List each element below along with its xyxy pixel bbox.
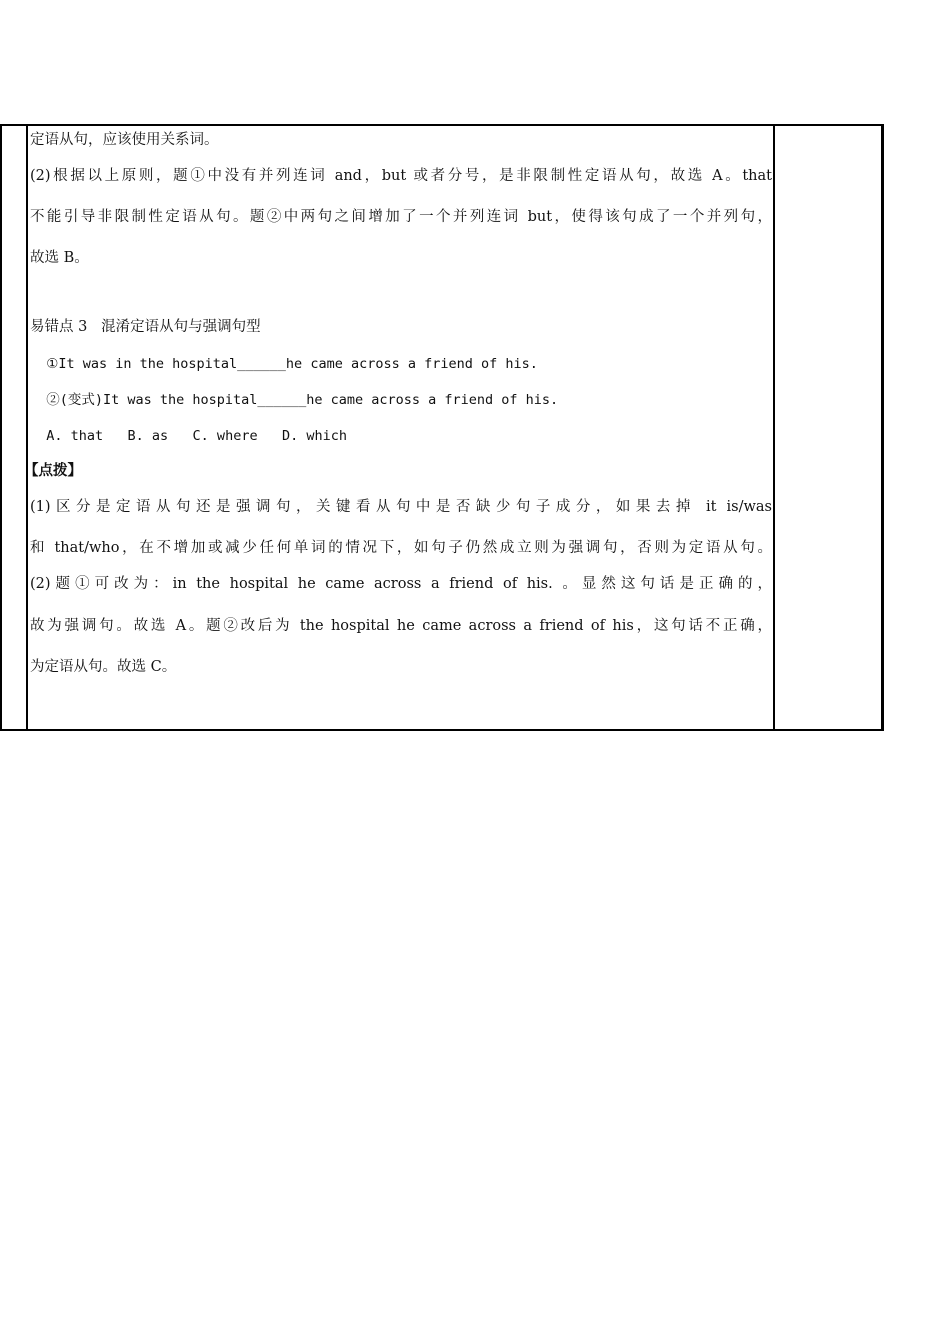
table-border-right	[881, 124, 884, 731]
text-line: 故为强调句。故选 A。题②改后为 the hospital he came across a friend of his，这句话不正确，	[30, 618, 772, 634]
text-line: 为定语从句。故选 C。	[30, 659, 177, 675]
question-2: ②(变式)It was the hospital______he came across a friend of his.	[30, 392, 559, 408]
text-line: (2)根据以上原则，题①中没有并列连词 and，but 或者分号，是非限制性定语从句，故选 A。that	[30, 168, 772, 184]
hint-heading: 【点拨】	[24, 462, 82, 479]
table-border-left	[0, 124, 2, 731]
section-heading: 易错点 3 混淆定语从句与强调句型	[30, 319, 261, 335]
answer-options: A. that B. as C. where D. which	[30, 428, 347, 444]
text-line: 和 that/who，在不增加或减少任何单词的情况下，如句子仍然成立则为强调句，否则为定语从句。	[30, 540, 772, 556]
text-line: 不能引导非限制性定语从句。题②中两句之间增加了一个并列连词 but，使得该句成了一个并列句，	[30, 209, 772, 225]
text-line: (1)区分是定语从句还是强调句，关键看从句中是否缺少句子成分，如果去掉 it is/was	[30, 499, 772, 515]
question-1: ①It was in the hospital______he came across a friend of his.	[30, 356, 538, 372]
column-divider-right	[773, 124, 775, 731]
column-divider-left	[26, 124, 28, 731]
text-line: (2)题①可改为：in the hospital he came across a friend of his. 。显然这句话是正确的，	[30, 576, 772, 592]
text-line: 故选 B。	[30, 250, 89, 266]
text-line: 定语从句，应该使用关系词。	[30, 132, 219, 148]
